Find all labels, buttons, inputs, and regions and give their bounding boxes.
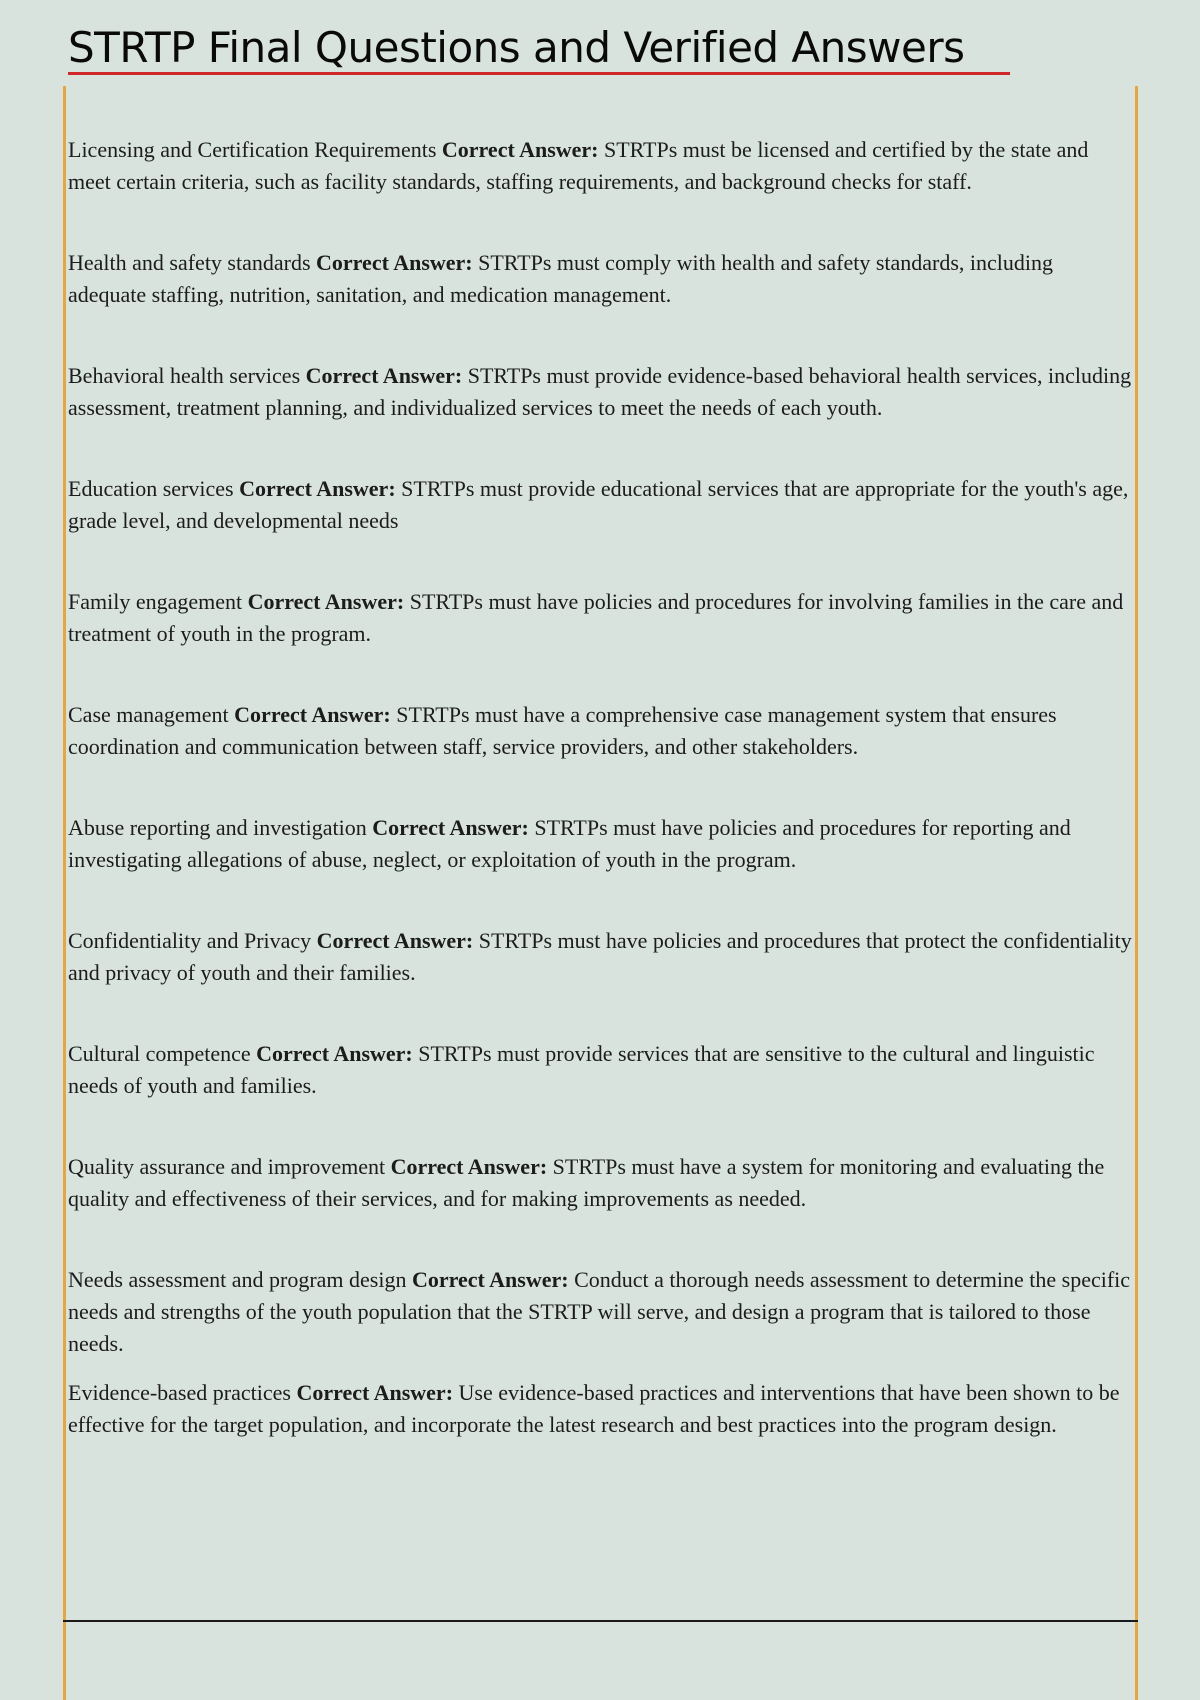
answer-text: STRTPs must provide services that are sensitive to the cultural and linguistic needs of youth and families. [68, 1041, 1095, 1098]
qa-item [68, 586, 1134, 650]
answer-marker: Correct Answer: [305, 363, 463, 388]
question-text: Quality assurance and improvement [68, 1154, 386, 1179]
qa-item [68, 1264, 1134, 1356]
answer-text: STRTPs must have policies and procedures that protect the confidentiality and privacy of youth and their families. [68, 928, 1132, 985]
answer-text: STRTPs must have policies and procedures for involving families in the care and treatment of youth in the program. [68, 589, 1124, 646]
answer-text: STRTPs must have a comprehensive case management system that ensures coordination and communication between staff, service providers, and other stakeholders. [68, 702, 1057, 759]
question-text: Case management [68, 702, 229, 727]
answer-marker: Correct Answer: [247, 589, 405, 614]
answer-marker: Correct Answer: [296, 1380, 454, 1405]
question-text: Abuse reporting and investigation [68, 815, 367, 840]
answer-text: Conduct a thorough needs assessment to determine the specific needs and strengths of the youth population that the STRTP will serve, and design a program that is tailored to those needs. [68, 1267, 1131, 1356]
question-text: Education services [68, 476, 234, 501]
document-title: STRTP Final Questions and Verified Answers [68, 23, 965, 72]
answer-marker: Correct Answer: [239, 476, 396, 501]
question-text: Evidence-based practices [68, 1380, 291, 1405]
qa-item [68, 812, 1134, 876]
answer-text: STRTPs must have policies and procedures for reporting and investigating allegations of abuse, neglect, or exploitation of youth in the program. [68, 815, 1071, 872]
qa-item [68, 1377, 1134, 1457]
answer-text: STRTPs must be licensed and certified by the state and meet certain criteria, such as facility standards, staffing requirements, and background checks for staff. [68, 137, 1089, 194]
answer-marker: Correct Answer: [441, 137, 599, 162]
qa-list [68, 134, 1134, 1490]
answer-marker: Correct Answer: [316, 928, 474, 953]
answer-marker: Correct Answer: [390, 1154, 548, 1179]
answer-marker: Correct Answer: [316, 250, 473, 275]
qa-item [68, 134, 1134, 214]
qa-item [68, 1151, 1134, 1215]
title-underline [68, 72, 1010, 75]
answer-text: STRTPs must have a system for monitoring and evaluating the quality and effectiveness of their services, and for making improvements as needed. [68, 1154, 1105, 1211]
question-text: Behavioral health services [68, 363, 301, 388]
answer-marker: Correct Answer: [411, 1267, 569, 1292]
question-text: Confidentiality and Privacy [68, 928, 312, 953]
question-text: Needs assessment and program design [68, 1267, 407, 1292]
answer-text: STRTPs must provide educational services that are appropriate for the youth's age, grade level, and developmental needs [68, 476, 1129, 533]
page-border-right [1135, 86, 1138, 1700]
answer-marker: Correct Answer: [256, 1041, 413, 1066]
answer-marker: Correct Answer: [372, 815, 529, 840]
page-divider [63, 1620, 1138, 1622]
page-border-left [63, 86, 66, 1700]
qa-item [68, 473, 1134, 537]
answer-text: STRTPs must provide evidence-based behavioral health services, including assessment, treatment planning, and individualized services to meet the needs of each youth. [68, 363, 1132, 420]
question-text: Health and safety standards [68, 250, 311, 275]
qa-item [68, 360, 1134, 440]
qa-item [68, 699, 1134, 763]
qa-item [68, 1038, 1134, 1102]
answer-marker: Correct Answer: [234, 702, 391, 727]
qa-item [68, 247, 1134, 311]
answer-text: Use evidence-based practices and interventions that have been shown to be effective for the target population, and incorporate the latest research and best practices into the program design. [68, 1380, 1120, 1437]
qa-item [68, 925, 1134, 989]
question-text: Cultural competence [68, 1041, 251, 1066]
answer-text: STRTPs must comply with health and safety standards, including adequate staffing, nutrition, sanitation, and medication management. [68, 250, 1054, 307]
question-text: Family engagement [68, 589, 243, 614]
question-text: Licensing and Certification Requirements [68, 137, 437, 162]
